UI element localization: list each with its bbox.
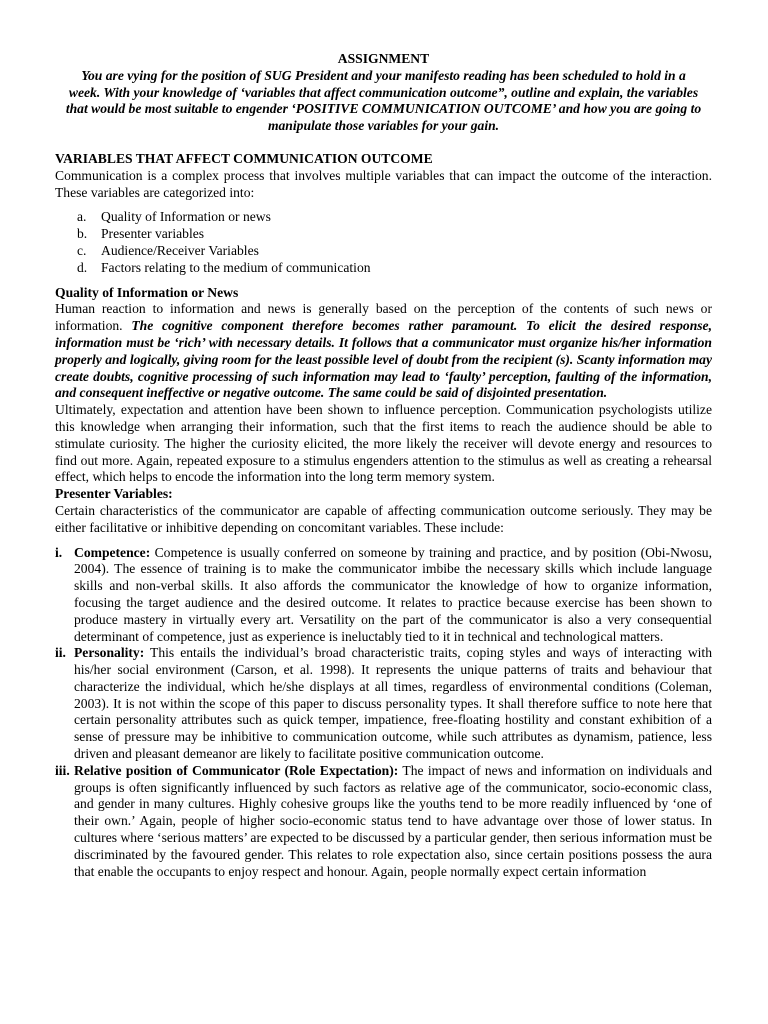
list-item-text: The impact of news and information on individuals and groups is often significantly influenced by such factors as relative age of the communicator, socio-economic class, and gender in many cultures. Highly cohesive groups like the youths tend to be more readily influenced by ‘one of their own.’ Again, people of higher socio-economic status tend to have advantage over those of lower status. In cultures where ‘serious matters’ are expected to be discussed by a particular gender, then serious information must be discriminated by the favoured gender. This relates to role expectation also, since certain positions possess the aura that enable the occupants to enjoy respect and honour. Again, people normally expect certain information xyxy=(74,762,713,879)
list-item-term: Personality: xyxy=(74,645,145,661)
list-item xyxy=(55,209,712,226)
list-item-text: This entails the individual’s broad characteristic traits, coping styles and ways of interacting with his/her social environment (Carson, et al. 1998). It represents the unique patterns of traits and behaviour that characterize the individual, which he/she displays at all times, regardless of environmental conditions (Coleman, 2003). It is not within the scope of this paper to discuss personality types. It shall therefore suffice to note here that certain personality attributes such as quick temper, impatience, free-floating hostility and constant exhibition of a sense of pressure may be inhibitive to communication outcome, while such attributes as dynamism, patience, less driven and pleasant demeanor are likely to facilitate positive communication outcome. xyxy=(74,645,712,762)
presenter-variables-list xyxy=(55,545,712,881)
list-marker: ii. xyxy=(55,645,66,661)
list-item-relative-position xyxy=(55,763,712,881)
list-item-personality xyxy=(55,645,712,763)
variables-heading: VARIABLES THAT AFFECT COMMUNICATION OUTCOME xyxy=(55,150,433,166)
assignment-prompt: You are vying for the position of SUG President and your manifesto reading has been scheduled to hold in a week. With your knowledge of ‘variables that affect communication outcome”, outline and explain, the variables that would be most suitable to engender ‘POSITIVE COMMUNICATION OUTCOME’ and how you are going to manipulate those variables for your gain. xyxy=(65,67,702,134)
list-item xyxy=(55,226,712,243)
presenter-heading: Presenter Variables: xyxy=(55,486,173,502)
quality-paragraph-1-plain: Human reaction to information and news is generally based on the perception of the contents of such news or information. xyxy=(55,301,712,334)
list-item-term: Competence: xyxy=(74,544,151,560)
presenter-intro: Certain characteristics of the communicator are capable of affecting communication outcome seriously. They may be either facilitative or inhibitive depending on concomitant variables. These include: xyxy=(55,502,712,535)
quality-heading: Quality of Information or News xyxy=(55,284,239,300)
list-item xyxy=(55,243,712,260)
quality-paragraph-1-emphasis: The cognitive component therefore becomes rather paramount. To elicit the desired response, information must be ‘rich’ with necessary details. It follows that a communicator must organize his/her information properly and logically, giving room for the least possible level of doubt from the recipient (s). Scanty information may create doubts, cognitive processing of such information may lead to ‘faulty’ perception, faulting of the information, and consequent ineffective or negative outcome. The same could be said of disjointed presentation. xyxy=(55,318,712,401)
list-marker: i. xyxy=(55,544,63,560)
list-item xyxy=(55,260,712,277)
variables-intro: Communication is a complex process that involves multiple variables that can impact the outcome of the interaction. These variables are categorized into: xyxy=(55,167,712,200)
list-marker: a. xyxy=(77,209,87,225)
list-marker: b. xyxy=(77,226,88,242)
variables-list xyxy=(55,209,712,276)
list-item-text: Quality of Information or news xyxy=(101,209,271,225)
list-marker: iii. xyxy=(55,762,70,778)
list-marker: c. xyxy=(77,242,87,258)
quality-paragraph-1 xyxy=(55,301,712,402)
list-marker: d. xyxy=(77,259,88,275)
list-item-text: Audience/Receiver Variables xyxy=(101,242,259,258)
document-page xyxy=(55,51,712,880)
list-item-term: Relative position of Communicator (Role Expectation): xyxy=(74,762,399,778)
quality-paragraph-2: Ultimately, expectation and attention have been shown to influence perception. Communication psychologists utilize this knowledge when arranging their information, such that the first items to reach the audience should be able to stimulate curiosity. The higher the curiosity elicited, the more likely the receiver will devote energy and resources to find out more. Again, repeated exposure to a stimulus engenders attention to the stimulus as well as creating a rehearsal effect, which helps to encode the information into the long term memory system. xyxy=(55,402,712,485)
list-item-text: Competence is usually conferred on someone by training and practice, and by position (Obi-Nwosu, 2004). The essence of training is to make the communicator imbibe the necessary skills which include language skills and non-verbal skills. It also affords the communicator the knowledge of how to organize information, focusing the target audience and the desired outcome. It relates to practice because exercise has been shown to produce mastery in virtually every art. Versatility on the part of the communicator is also a very consequential determinant of competence, just as experience is ineluctably tied to it in technical and technological matters. xyxy=(74,544,712,644)
list-item-competence xyxy=(55,545,712,646)
list-item-text: Factors relating to the medium of communication xyxy=(101,259,371,275)
assignment-title: ASSIGNMENT xyxy=(337,51,430,66)
list-item-text: Presenter variables xyxy=(101,226,205,242)
